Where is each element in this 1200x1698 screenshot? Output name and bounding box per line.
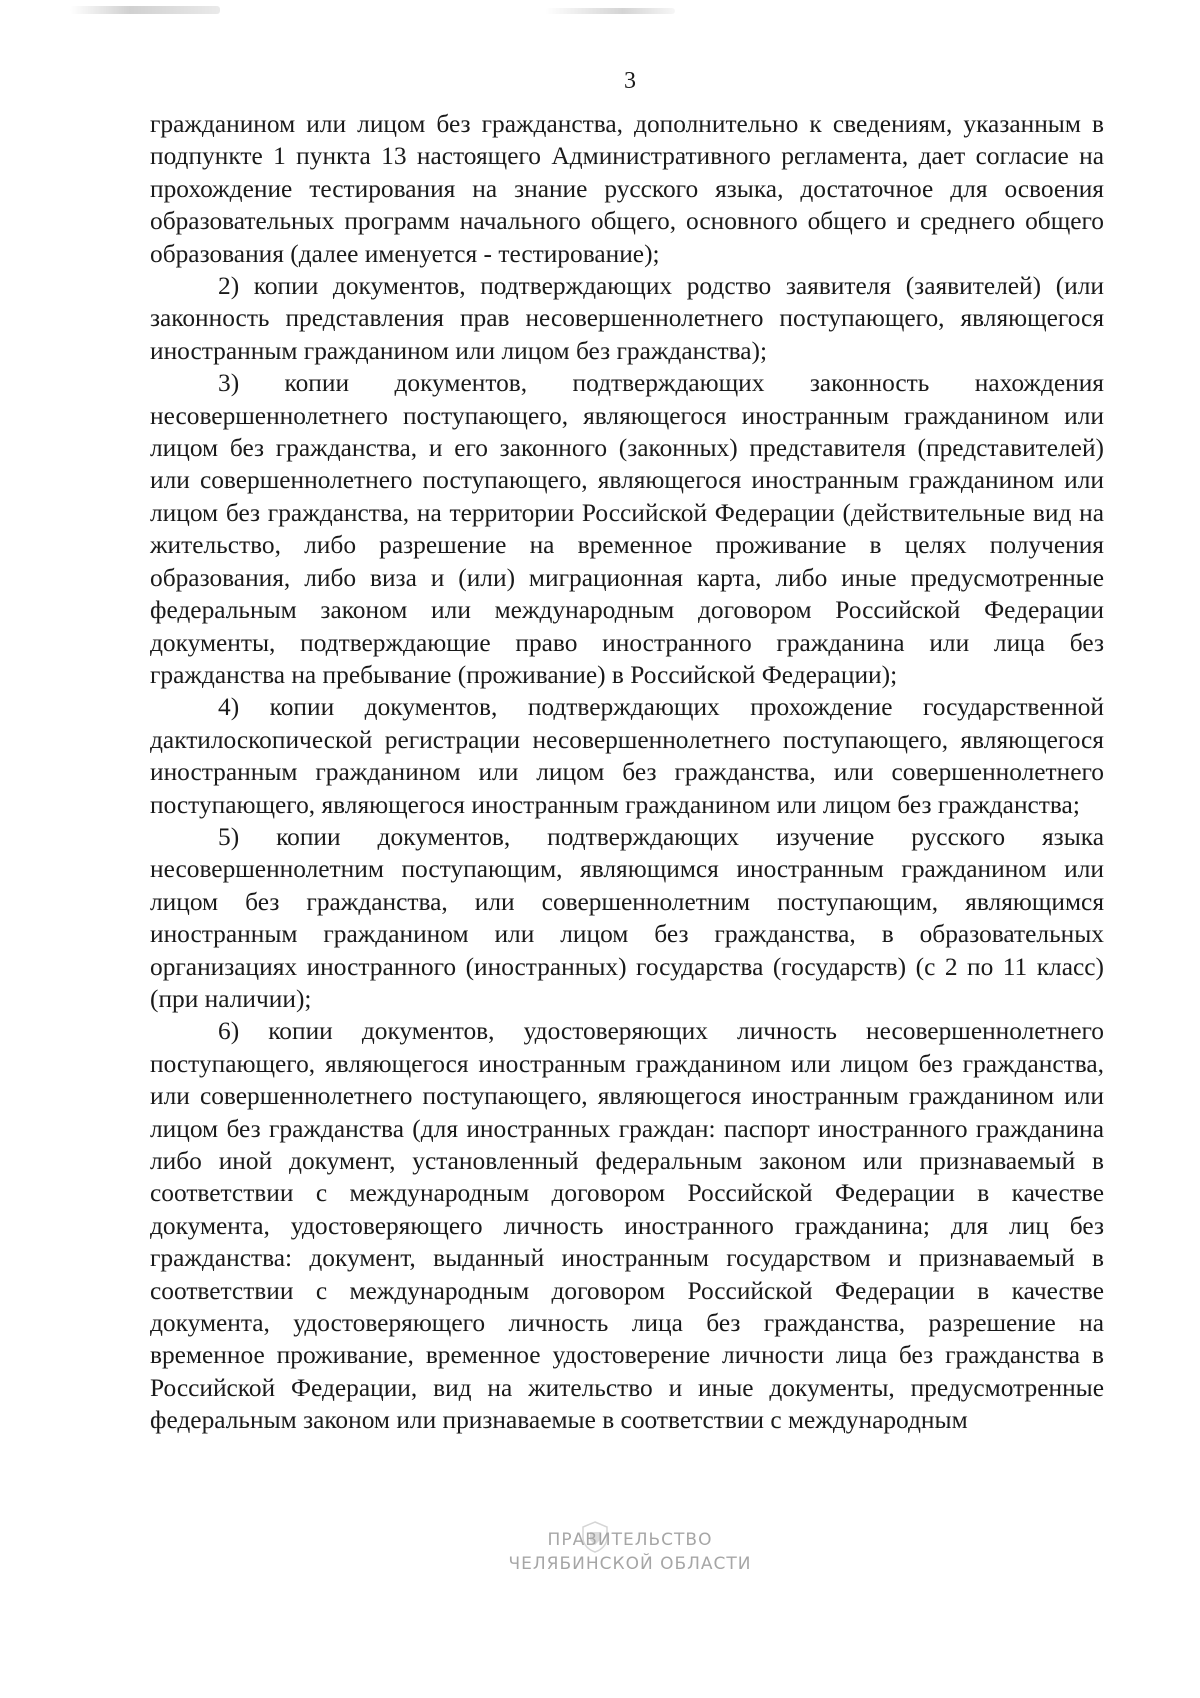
document-body: [150, 108, 1104, 1437]
paragraph-continuation: гражданином или лицом без гражданства, дополнительно к сведениям, указанным в подпункте 1 пункта 13 настоящего Административного регламента, дает согласие на прохождение тестирования на знание русского языка, достаточное для освоения образовательных программ начального общего, основного общего и среднего общего образования (далее именуется - тестирование);: [150, 110, 1104, 268]
paragraph-item-5: 5) копии документов, подтверждающих изучение русского языка несовершеннолетним поступающим, являющимся иностранным гражданином или лицом без гражданства, или совершеннолетним поступающим, являющимся иностранным гражданином или лицом без гражданства, в образовательных организациях иностранного (иностранных) государства (государств) (с 2 по 11 класс) (при наличии);: [150, 822, 1104, 1013]
paragraph-item-2: 2) копии документов, подтверждающих родство заявителя (заявителей) (или законность представления прав несовершеннолетнего поступающего, являющегося иностранным гражданином или лицом без гражданства);: [150, 272, 1104, 365]
stamp-line-1: ПРАВИТЕЛЬСТВО: [547, 1530, 713, 1550]
scan-artifact: [545, 8, 675, 14]
page-number: 3: [624, 68, 636, 94]
government-stamp: [440, 1528, 820, 1576]
scan-artifact: [70, 6, 220, 14]
paragraph-item-3: 3) копии документов, подтверждающих законность нахождения несовершеннолетнего поступающего, являющегося иностранным гражданином или лицом без гражданства, и его законного (законных) представителя (представителей) или совершеннолетнего поступающего, являющегося иностранным гражданином или лицом без гражданства, на территории Российской Федерации (действительные вид на жительство, либо разрешение на временное проживание в целях получения образования, либо виза и (или) миграционная карта, либо иные предусмотренные федеральным законом или международным договором Российской Федерации документы, подтверждающие право иностранного гражданина или лица без гражданства на пребывание (проживание) в Российской Федерации);: [150, 369, 1104, 689]
paragraph-item-4: 4) копии документов, подтверждающих прохождение государственной дактилоскопической регистрации несовершеннолетнего поступающего, являющегося иностранным гражданином или лицом без гражданства, или совершеннолетнего поступающего, являющегося иностранным гражданином или лицом без гражданства;: [150, 693, 1104, 819]
stamp-line-2: ЧЕЛЯБИНСКОЙ ОБЛАСТИ: [508, 1554, 752, 1574]
paragraph-item-6: 6) копии документов, удостоверяющих личность несовершеннолетнего поступающего, являющегося иностранным гражданином или лицом без гражданства, или совершеннолетнего поступающего, являющегося иностранным гражданином или лицом без гражданства (для иностранных граждан: паспорт иностранного гражданина либо иной документ, установленный федеральным законом или признаваемый в соответствии с международным договором Российской Федерации в качестве документа, удостоверяющего личность иностранного гражданина; для лиц без гражданства: документ, выданный иностранным государством и признаваемый в соответствии с международным договором Российской Федерации в качестве документа, удостоверяющего личность лица без гражданства, разрешение на временное проживание, временное удостоверение личности лица без гражданства в Российской Федерации, вид на жительство и иные документы, предусмотренные федеральным законом или признаваемые в соответствии с международным: [150, 1017, 1104, 1435]
